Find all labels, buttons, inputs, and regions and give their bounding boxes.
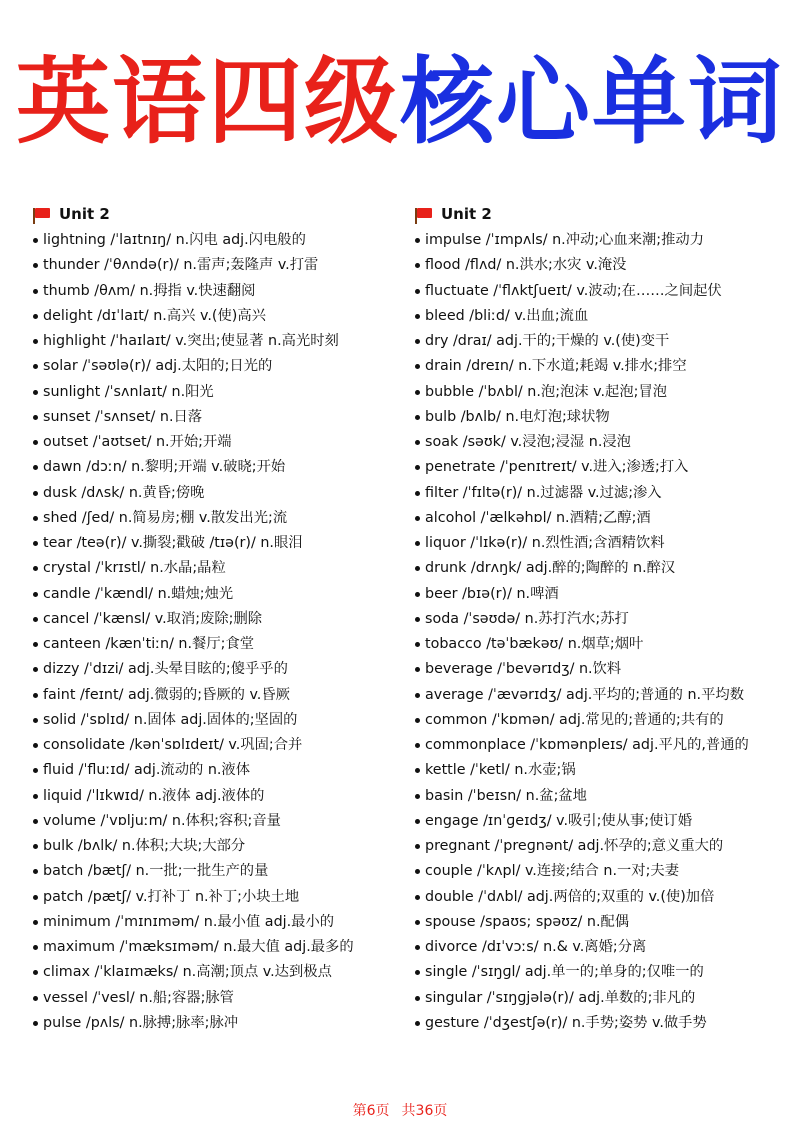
word-entry	[415, 380, 795, 405]
word-entry	[415, 455, 795, 480]
word-text: tear /teə(r)/ v.撕裂;戳破 /tɪə(r)/ n.眼泪	[43, 535, 303, 551]
bullet-icon	[33, 794, 38, 799]
bullet-icon	[415, 844, 420, 849]
word-entry	[33, 556, 413, 581]
bullet-icon	[415, 693, 420, 698]
word-text: solid /ˈsɒlɪd/ n.固体 adj.固体的;坚固的	[43, 711, 298, 728]
word-entry	[33, 380, 413, 405]
word-text: average /ˈævərɪdʒ/ adj.平均的;普通的 n.平均数	[425, 686, 744, 703]
word-text: consolidate /kənˈsɒlɪdeɪt/ v.巩固;合并	[43, 737, 303, 753]
word-text: bubble /ˈbʌbl/ n.泡;泡沫 v.起泡;冒泡	[425, 383, 668, 400]
word-entry	[33, 329, 413, 354]
unit-heading	[33, 203, 413, 225]
word-text: sunset /ˈsʌnset/ n.日落	[43, 408, 203, 425]
word-text: thumb /θʌm/ n.拇指 v.快速翻阅	[43, 282, 256, 299]
bullet-icon	[33, 238, 38, 243]
unit-label: Unit 2	[59, 205, 110, 223]
word-entry	[33, 657, 413, 682]
title-part-red: 英语四级	[15, 48, 400, 157]
word-text: engage /ɪnˈɡeɪdʒ/ v.吸引;使从事;使订婚	[425, 812, 693, 829]
bullet-icon	[33, 415, 38, 420]
word-list	[33, 228, 413, 1036]
word-text: bleed /bliːd/ v.出血;流血	[425, 307, 589, 324]
bullet-icon	[33, 339, 38, 344]
bullet-icon	[415, 541, 420, 546]
word-text: patch /pætʃ/ v.打补丁 n.补丁;小块土地	[43, 888, 300, 905]
bullet-icon	[33, 566, 38, 571]
word-text: pregnant /ˈpreɡnənt/ adj.怀孕的;意义重大的	[425, 838, 724, 854]
word-entry	[415, 784, 795, 809]
word-entry	[33, 279, 413, 304]
right-column	[415, 203, 795, 1036]
word-entry	[415, 304, 795, 329]
bullet-icon	[33, 592, 38, 597]
word-entry	[33, 859, 413, 884]
word-text: commonplace /ˈkɒmənpleɪs/ adj.平凡的,普通的	[425, 737, 749, 753]
word-entry	[33, 253, 413, 278]
word-text: volume /ˈvɒljuːm/ n.体积;容积;音量	[43, 812, 281, 829]
word-entry	[33, 885, 413, 910]
word-text: liquor /ˈlɪkə(r)/ n.烈性酒;含酒精饮料	[425, 535, 665, 551]
word-text: solar /ˈsəʊlə(r)/ adj.太阳的;日光的	[43, 358, 273, 375]
bullet-icon	[415, 592, 420, 597]
word-text: basin /ˈbeɪsn/ n.盆;盆地	[425, 787, 587, 804]
word-entry	[415, 935, 795, 960]
word-text: filter /ˈfɪltə(r)/ n.过滤器 v.过滤;渗入	[425, 484, 662, 501]
red-flag-icon	[33, 208, 51, 221]
word-text: spouse /spaʊs; spəʊz/ n.配偶	[425, 913, 630, 930]
bullet-icon	[33, 642, 38, 647]
word-text: couple /ˈkʌpl/ v.连接;结合 n.一对;夫妻	[425, 863, 680, 880]
bullet-icon	[415, 491, 420, 496]
word-entry	[33, 935, 413, 960]
word-text: single /ˈsɪŋɡl/ adj.单一的;单身的;仅唯一的	[425, 964, 704, 981]
bullet-icon	[415, 996, 420, 1001]
word-entry	[415, 1011, 795, 1036]
word-entry	[33, 304, 413, 329]
bullet-icon	[415, 465, 420, 470]
word-text: bulb /bʌlb/ n.电灯泡;球状物	[425, 408, 610, 425]
word-text: soda /ˈsəʊdə/ n.苏打汽水;苏打	[425, 610, 629, 627]
word-text: drain /dreɪn/ n.下水道;耗竭 v.排水;排空	[425, 358, 687, 375]
word-entry	[415, 960, 795, 985]
word-entry	[33, 405, 413, 430]
unit-label: Unit 2	[441, 205, 492, 223]
word-entry	[33, 607, 413, 632]
bullet-icon	[33, 768, 38, 773]
bullet-icon	[415, 566, 420, 571]
left-column	[33, 203, 413, 1036]
bullet-icon	[415, 642, 420, 647]
word-text: dry /draɪ/ adj.干的;干燥的 v.(使)变干	[425, 333, 670, 349]
word-list	[415, 228, 795, 1036]
word-entry	[415, 556, 795, 581]
bullet-icon	[33, 667, 38, 672]
bullet-icon	[33, 314, 38, 319]
bullet-icon	[33, 263, 38, 268]
word-entry	[33, 784, 413, 809]
bullet-icon	[415, 768, 420, 773]
bullet-icon	[33, 491, 38, 496]
word-text: kettle /ˈketl/ n.水壶;锅	[425, 762, 576, 779]
bullet-icon	[33, 844, 38, 849]
bullet-icon	[415, 819, 420, 824]
word-entry	[33, 910, 413, 935]
word-text: batch /bætʃ/ n.一批;一批生产的量	[43, 863, 269, 880]
bullet-icon	[33, 819, 38, 824]
bullet-icon	[33, 970, 38, 975]
word-text: delight /dɪˈlaɪt/ n.高兴 v.(使)高兴	[43, 307, 266, 324]
page-title	[0, 38, 800, 168]
bullet-icon	[415, 364, 420, 369]
word-entry	[33, 960, 413, 985]
word-text: fluctuate /ˈflʌktʃueɪt/ v.波动;在……之间起伏	[425, 282, 722, 299]
bullet-icon	[33, 869, 38, 874]
word-text: lightning /ˈlaɪtnɪŋ/ n.闪电 adj.闪电般的	[43, 232, 306, 248]
word-entry	[33, 430, 413, 455]
bullet-icon	[415, 238, 420, 243]
word-entry	[33, 758, 413, 783]
word-entry	[33, 481, 413, 506]
word-text: dusk /dʌsk/ n.黄昏;傍晚	[43, 484, 205, 501]
bullet-icon	[415, 970, 420, 975]
word-text: cancel /ˈkænsl/ v.取消;废除;删除	[43, 610, 263, 627]
word-text: shed /ʃed/ n.简易房;棚 v.散发出光;流	[43, 509, 288, 526]
word-entry	[33, 834, 413, 859]
bullet-icon	[33, 289, 38, 294]
word-text: beverage /ˈbevərɪdʒ/ n.饮料	[425, 661, 622, 678]
word-text: double /ˈdʌbl/ adj.两倍的;双重的 v.(使)加倍	[425, 888, 715, 905]
bullet-icon	[415, 718, 420, 723]
bullet-icon	[33, 390, 38, 395]
bullet-icon	[415, 516, 420, 521]
bullet-icon	[33, 541, 38, 546]
page-total: 共36页	[401, 1103, 448, 1119]
word-entry	[33, 1011, 413, 1036]
word-text: alcohol /ˈælkəhɒl/ n.酒精;乙醇;酒	[425, 509, 651, 526]
page-footer	[0, 1100, 800, 1120]
bullet-icon	[415, 314, 420, 319]
word-entry	[415, 834, 795, 859]
word-entry	[415, 986, 795, 1011]
word-text: thunder /ˈθʌndə(r)/ n.雷声;轰隆声 v.打雷	[43, 257, 319, 274]
word-entry	[33, 455, 413, 480]
word-entry	[33, 228, 413, 253]
word-text: divorce /dɪˈvɔːs/ n.& v.离婚;分离	[425, 939, 647, 955]
word-entry	[415, 885, 795, 910]
word-entry	[33, 582, 413, 607]
word-text: dawn /dɔːn/ n.黎明;开端 v.破晓;开始	[43, 459, 286, 476]
bullet-icon	[33, 996, 38, 1001]
bullet-icon	[415, 945, 420, 950]
bullet-icon	[415, 869, 420, 874]
bullet-icon	[415, 440, 420, 445]
word-text: outset /ˈaʊtset/ n.开始;开端	[43, 434, 232, 450]
bullet-icon	[33, 440, 38, 445]
word-text: pulse /pʌls/ n.脉搏;脉率;脉冲	[43, 1014, 239, 1031]
word-entry	[33, 708, 413, 733]
bullet-icon	[415, 667, 420, 672]
word-text: climax /ˈklaɪmæks/ n.高潮;顶点 v.达到极点	[43, 964, 332, 981]
unit-heading	[415, 203, 795, 225]
word-entry	[415, 329, 795, 354]
word-text: minimum /ˈmɪnɪməm/ n.最小值 adj.最小的	[43, 913, 335, 930]
word-entry	[415, 279, 795, 304]
bullet-icon	[415, 920, 420, 925]
bullet-icon	[415, 617, 420, 622]
word-text: candle /ˈkændl/ n.蜡烛;烛光	[43, 585, 234, 602]
word-entry	[415, 354, 795, 379]
word-entry	[33, 506, 413, 531]
word-entry	[415, 405, 795, 430]
bullet-icon	[33, 1021, 38, 1026]
word-text: beer /bɪə(r)/ n.啤酒	[425, 585, 559, 602]
bullet-icon	[415, 339, 420, 344]
bullet-icon	[33, 364, 38, 369]
word-text: vessel /ˈvesl/ n.船;容器;脉管	[43, 989, 234, 1006]
bullet-icon	[415, 794, 420, 799]
bullet-icon	[33, 895, 38, 900]
word-entry	[415, 228, 795, 253]
word-entry	[415, 253, 795, 278]
word-text: penetrate /ˈpenɪtreɪt/ v.进入;渗透;打入	[425, 459, 689, 476]
bullet-icon	[415, 415, 420, 420]
word-text: bulk /bʌlk/ n.体积;大块;大部分	[43, 838, 246, 854]
word-text: highlight /ˈhaɪlaɪt/ v.突出;使显著 n.高光时刻	[43, 333, 339, 349]
word-text: soak /səʊk/ v.浸泡;浸湿 n.浸泡	[425, 434, 631, 450]
word-entry	[415, 531, 795, 556]
bullet-icon	[415, 289, 420, 294]
word-entry	[415, 859, 795, 884]
word-entry	[415, 708, 795, 733]
word-entry	[415, 910, 795, 935]
word-entry	[415, 657, 795, 682]
bullet-icon	[33, 920, 38, 925]
word-text: common /ˈkɒmən/ adj.常见的;普通的;共有的	[425, 711, 724, 728]
word-entry	[415, 632, 795, 657]
bullet-icon	[415, 895, 420, 900]
word-text: crystal /ˈkrɪstl/ n.水晶;晶粒	[43, 560, 226, 577]
word-text: gesture /ˈdʒestʃə(r)/ n.手势;姿势 v.做手势	[425, 1014, 707, 1031]
word-entry	[33, 683, 413, 708]
bullet-icon	[33, 945, 38, 950]
word-text: dizzy /ˈdɪzi/ adj.头晕目眩的;傻乎乎的	[43, 661, 288, 678]
word-entry	[33, 986, 413, 1011]
bullet-icon	[33, 516, 38, 521]
word-entry	[415, 506, 795, 531]
word-text: maximum /ˈmæksɪməm/ n.最大值 adj.最多的	[43, 939, 354, 955]
word-entry	[415, 481, 795, 506]
word-entry	[415, 809, 795, 834]
word-entry	[415, 430, 795, 455]
red-flag-icon	[415, 208, 433, 221]
word-entry	[33, 354, 413, 379]
word-text: fluid /ˈfluːɪd/ adj.流动的 n.液体	[43, 762, 251, 779]
word-entry	[415, 758, 795, 783]
word-entry	[415, 733, 795, 758]
word-entry	[415, 607, 795, 632]
title-part-blue: 核心单词	[400, 48, 785, 157]
word-text: faint /feɪnt/ adj.微弱的;昏厥的 v.昏厥	[43, 686, 290, 703]
bullet-icon	[415, 390, 420, 395]
bullet-icon	[33, 743, 38, 748]
word-entry	[33, 809, 413, 834]
bullet-icon	[415, 1021, 420, 1026]
bullet-icon	[415, 743, 420, 748]
bullet-icon	[415, 263, 420, 268]
word-text: singular /ˈsɪŋɡjələ(r)/ adj.单数的;非凡的	[425, 989, 696, 1006]
word-text: tobacco /təˈbækəʊ/ n.烟草;烟叶	[425, 636, 644, 652]
word-entry	[415, 683, 795, 708]
bullet-icon	[33, 465, 38, 470]
word-entry	[415, 582, 795, 607]
word-text: liquid /ˈlɪkwɪd/ n.液体 adj.液体的	[43, 787, 265, 804]
word-text: canteen /kænˈtiːn/ n.餐厅;食堂	[43, 636, 255, 652]
word-text: sunlight /ˈsʌnlaɪt/ n.阳光	[43, 383, 214, 400]
bullet-icon	[33, 718, 38, 723]
word-entry	[33, 733, 413, 758]
page-number: 第6页	[352, 1103, 390, 1119]
bullet-icon	[33, 693, 38, 698]
word-text: drunk /drʌŋk/ adj.醉的;陶醉的 n.醉汉	[425, 560, 676, 577]
bullet-icon	[33, 617, 38, 622]
word-text: impulse /ˈɪmpʌls/ n.冲动;心血来潮;推动力	[425, 232, 705, 248]
word-text: flood /flʌd/ n.洪水;水灾 v.淹没	[425, 257, 627, 274]
word-entry	[33, 632, 413, 657]
word-entry	[33, 531, 413, 556]
